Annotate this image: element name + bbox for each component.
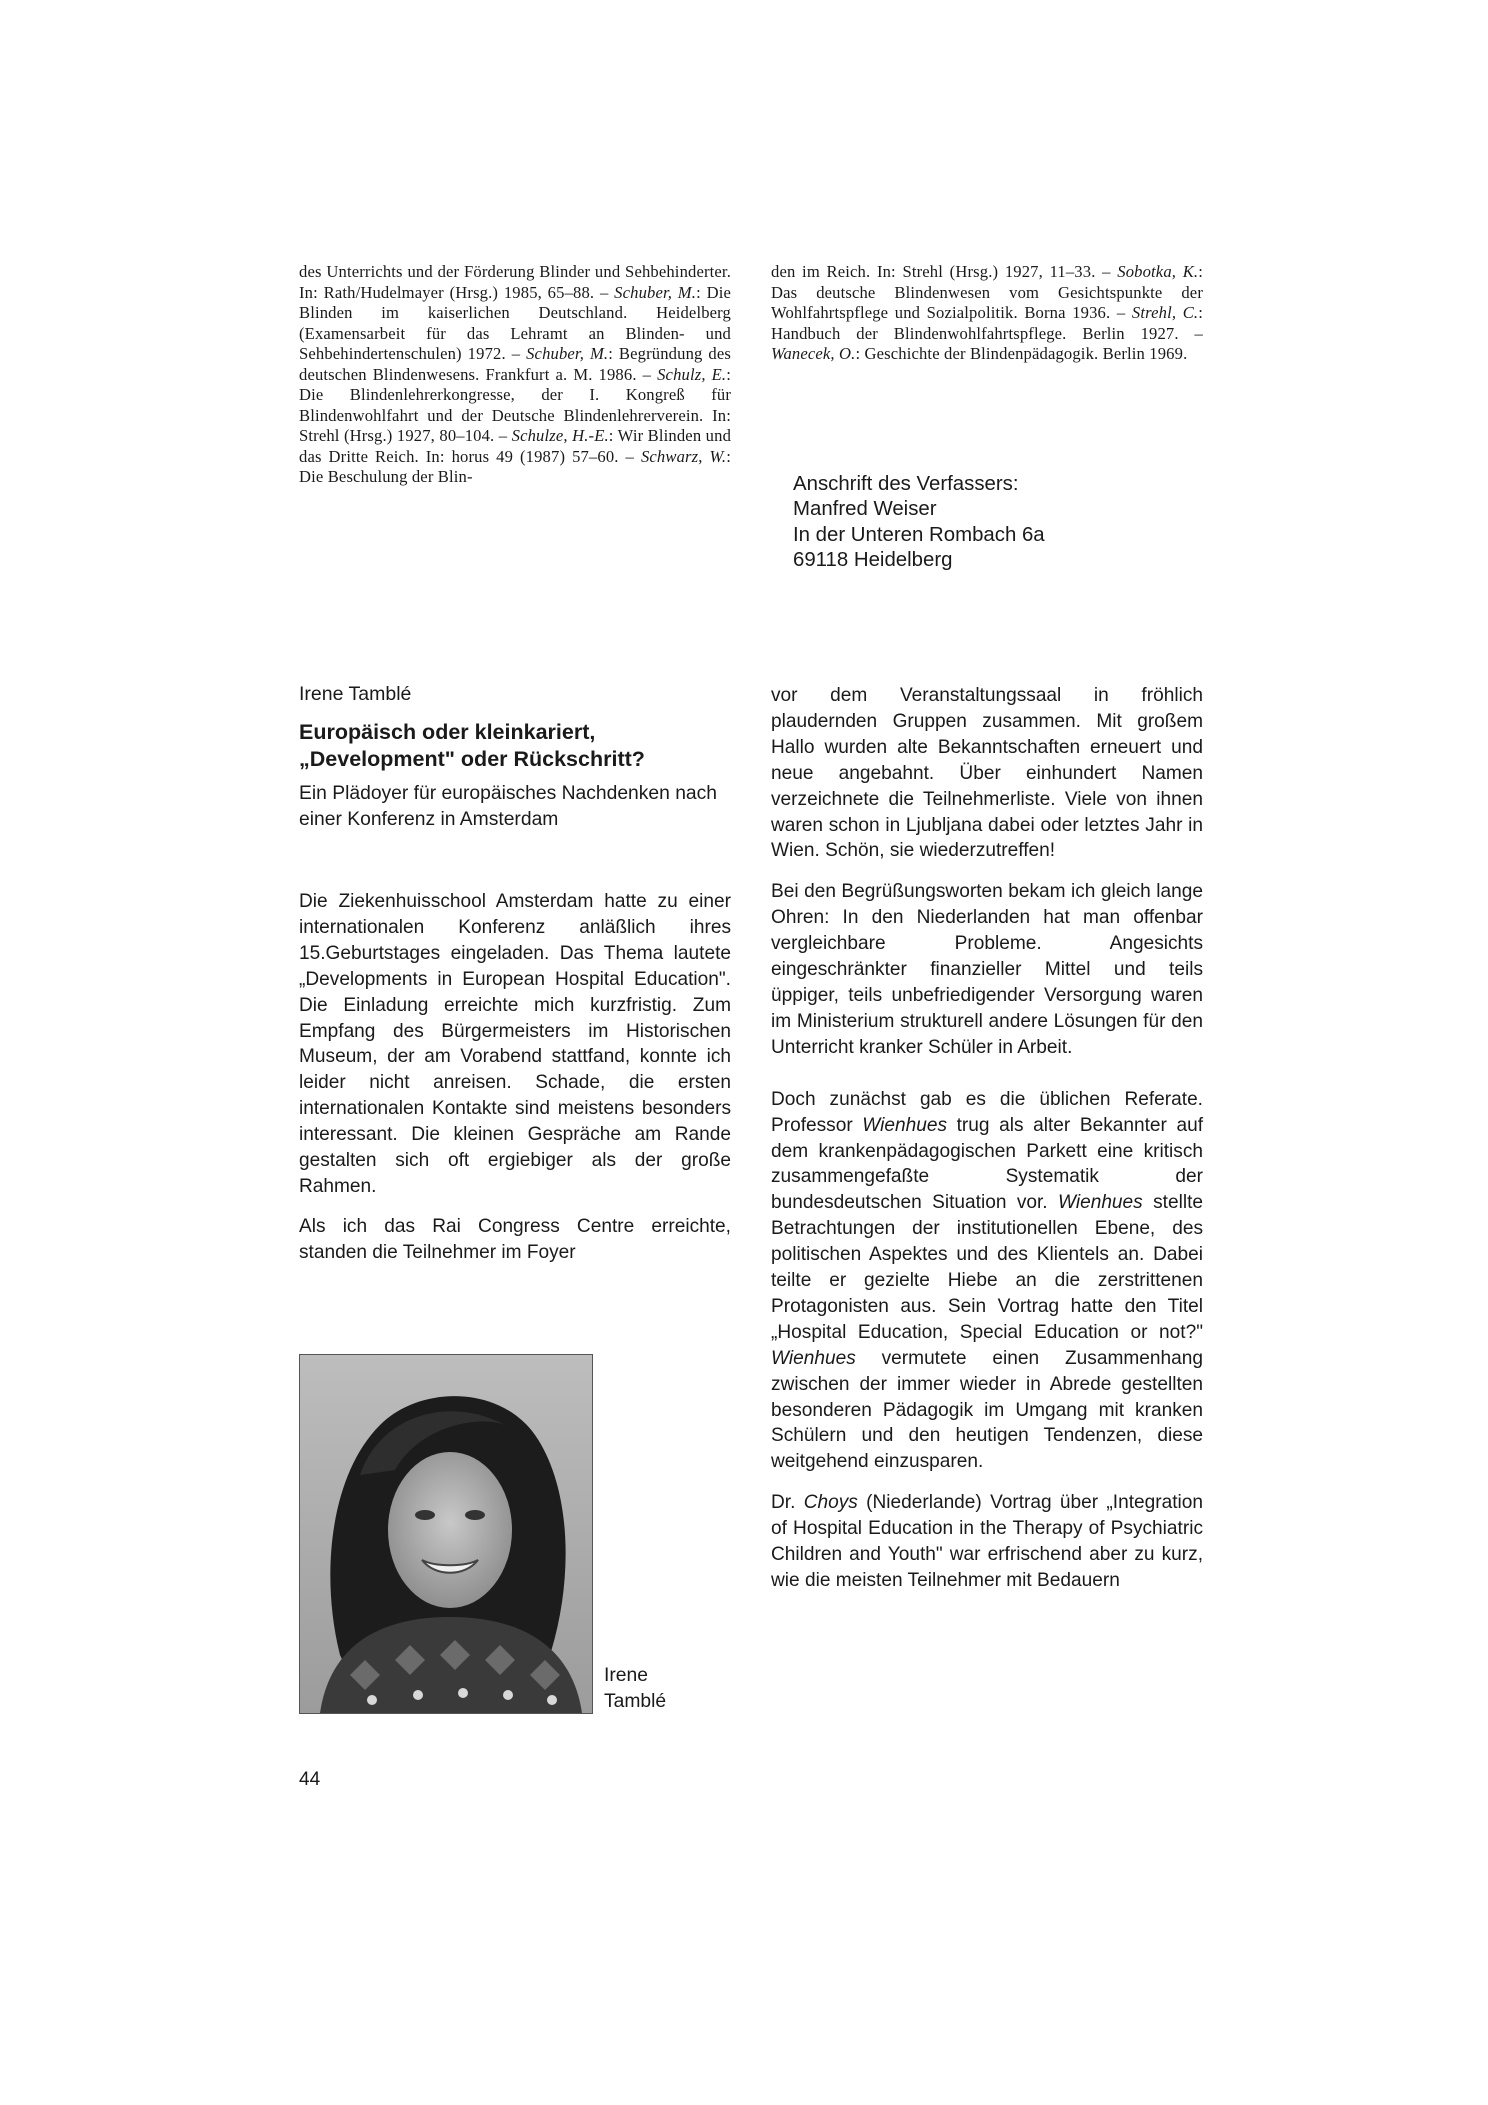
- address-name: Manfred Weiser: [793, 498, 937, 521]
- reference-author: Sobotka, K.: [1117, 262, 1199, 281]
- reference-author: Strehl, C.: [1131, 303, 1199, 323]
- reference-text: : Geschichte der Blindenpädagogik. Berlin 1969.: [855, 344, 1188, 364]
- article-subtitle: Ein Plädoyer für europäisches Nachdenken nach einer Konferenz in Amsterdam: [299, 783, 718, 830]
- reference-text: des Unterrichts und der Förderung Blinder und Sehbehinderter. In: Rath/Hudelmayer (Hrsg.) 1985, 65–88. –: [299, 262, 731, 302]
- article-header: [299, 682, 731, 833]
- reference-text: : Die Blinden im kaiserlichen Deutschland. Heidelberg (Examensarbeit für das Lehramt an Blinden- und Sehbehindertenschulen) 1972. –: [299, 282, 731, 364]
- emphasis-name: Wienhues: [862, 1114, 948, 1136]
- reference-text: den im Reich. In: Strehl (Hrsg.) 1927, 11–33. –: [771, 262, 1118, 281]
- paragraph: Die Ziekenhuisschool Amsterdam hatte zu einer internationalen Konferenz anläßlich ihres 15.Geburtstages eingeladen. Das Thema lautete „Developments in European Hospital Education". Die Einladung erreichte mich kurzfristig. Zum Empfang des Bürgermeisters im Historischen Museum, der am Vorabend stattfand, konnte ich leider nicht anreisen. Schade, die ersten internationalen Kontakte sind meistens besonders interessant. Die kleinen Gespräche am Rande gestalten sich oft ergiebiger als der große Rahmen.: [299, 891, 731, 1197]
- page-number: 44: [299, 1769, 321, 1790]
- article-body-right: [771, 683, 1203, 1594]
- photo-caption: [604, 1663, 666, 1714]
- portrait-illustration: [300, 1355, 592, 1713]
- reference-author: Schuber, M.: [526, 344, 609, 364]
- reference-text: : Die Beschulung der Blin-: [299, 446, 731, 487]
- author-address: [793, 472, 1045, 573]
- reference-text: : Begründung des deutschen Blindenwesens. Frankfurt a. M. 1986. –: [299, 344, 731, 384]
- reference-text: : Handbuch der Blindenwohlfahrtspflege. Berlin 1927. –: [771, 303, 1203, 343]
- address-city: 69118 Heidelberg: [793, 548, 953, 571]
- article-title: Europäisch oder kleinkariert, „Development" oder Rückschritt?: [299, 720, 645, 771]
- paragraph: Als ich das Rai Congress Centre erreichte, standen die Teilnehmer im Foyer: [299, 1215, 731, 1263]
- caption-line: Irene: [604, 1665, 648, 1686]
- reference-text: : Die Blindenlehrerkongresse, der I. Kongreß für Blindenwohlfahrt und der Deutsche Blindenlehrerverein. In: Strehl (Hrsg.) 1927, 80–104. –: [299, 364, 731, 446]
- reference-text: : Wir Blinden und das Dritte Reich. In: horus 49 (1987) 57–60. –: [299, 426, 732, 466]
- reference-author: Schulz, E.: [657, 364, 727, 384]
- article-author: Irene Tamblé: [299, 683, 412, 705]
- article-body-left: [299, 889, 731, 1266]
- emphasis-name: Wienhues: [771, 1347, 856, 1369]
- emphasis-name: Choys: [803, 1492, 858, 1514]
- address-street: In der Unteren Rombach 6a: [793, 523, 1045, 546]
- reference-author: Schulze, H.-E.: [511, 426, 609, 446]
- reference-author: Schuber, M.: [614, 282, 697, 302]
- reference-author: Schwarz, W.: [640, 446, 727, 466]
- author-photo: [299, 1354, 593, 1714]
- reference-author: Wanecek, O.: [771, 344, 856, 364]
- references-left-column: [299, 262, 731, 488]
- paragraph: Doch zunächst gab es die üblichen Referate. Professor Wienhues trug als alter Bekannter auf dem krankenpädagogischen Parkett eine kritisch zusammengefaßte Systematik der bundesdeutschen Situation vor. Wienhues stellte Betrachtungen der institutionellen Ebene, des politischen Aspektes und des Klientels an. Dabei teilte er gezielte Hiebe an die zerstrittenen Protagonisten aus. Sein Vortrag hatte den Titel „Hospital Education, Special Education or not?" Wienhues vermutete einen Zusammenhang zwischen der immer wieder in Abrede gestellten besonderen Pädagogik im Umgang mit kranken Schülern und den heutigen Tendenzen, diese weitgehend einzusparen.: [771, 1088, 1204, 1473]
- references-right-column: [771, 262, 1203, 365]
- paragraph: Dr. Choys (Niederlande) Vortrag über „Integration of Hospital Education in the Therapy of Psychiatric Children and Youth" war erfrischend aber zu kurz, wie die meisten Teilnehmer mit Bedauern: [771, 1492, 1204, 1591]
- emphasis-name: Wienhues: [1057, 1192, 1143, 1214]
- paragraph: Bei den Begrüßungsworten bekam ich gleich lange Ohren: In den Niederlanden hat man offenbar vergleichbare Probleme. Angesichts eingeschränkter finanzieller Mittel und teils üppiger, teils unbefriedigender Versorgung waren im Ministerium strukturell andere Lösungen für den Unterricht kranker Schüler in Arbeit.: [771, 881, 1203, 1058]
- paragraph: vor dem Veranstaltungssaal in fröhlich plaudernden Gruppen zusammen. Mit großem Hallo wurden alte Bekanntschaften erneuert und neue angebahnt. Über einhundert Namen verzeichnete die Teilnehmerliste. Viele von ihnen waren schon in Ljubljana dabei oder letztes Jahr in Wien. Schön, sie wiederzutreffen!: [771, 685, 1203, 862]
- reference-text: : Das deutsche Blindenwesen vom Gesichtspunkte der Wohlfahrtspflege und Sozialpolitik. Borna 1936. –: [771, 262, 1203, 323]
- address-label: Anschrift des Verfassers:: [793, 473, 1019, 495]
- caption-line: Tamblé: [604, 1690, 667, 1712]
